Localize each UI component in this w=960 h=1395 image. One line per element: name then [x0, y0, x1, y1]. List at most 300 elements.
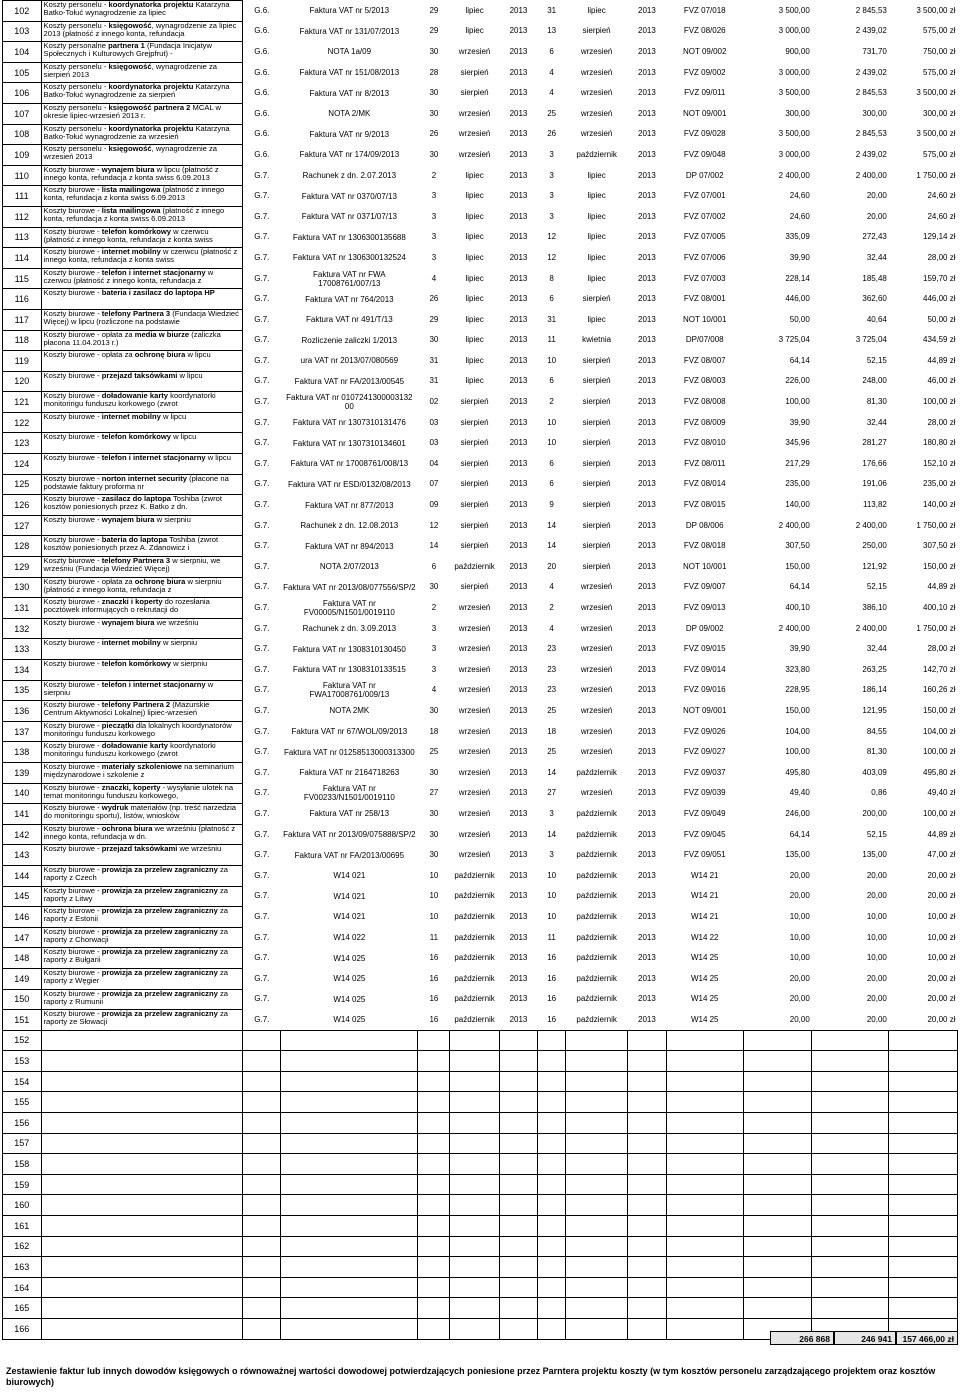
cell-v2: 32,44	[866, 644, 887, 654]
row-description: Koszty biurowe - telefony Partnera 2 (Mazurskie Centrum Aktywności Lokalnej) lipiec-wrzesień	[41, 701, 242, 722]
cell-d1: 25	[429, 747, 439, 757]
cell-doc: Faktura VAT nr 9/2013	[309, 129, 390, 139]
cell-v2: 2 400,00	[855, 520, 887, 530]
cell-m2: wrzesień	[580, 664, 613, 674]
empty-cell	[499, 1092, 538, 1113]
cell-m2: październik	[576, 767, 617, 777]
cell-m1: wrzesień	[458, 149, 491, 159]
cell-v3: 142,70 zł	[923, 664, 956, 674]
row-number: 143	[3, 845, 42, 866]
cell-cat: G.7.	[254, 788, 270, 798]
row-description: Koszty biurowe - prowizja za przelew zagraniczny za raporty z Litwy	[41, 886, 242, 907]
cell-v3: 104,00 zł	[923, 726, 956, 736]
cell-d2: 14	[547, 520, 557, 530]
empty-cell	[538, 1154, 566, 1175]
cell-d1: 4	[431, 273, 437, 283]
cell-d1: 10	[429, 911, 439, 921]
cell-doc: NOTA 2/MK	[328, 109, 371, 119]
cell-cat: G.7.	[254, 911, 270, 921]
cell-d1: 29	[429, 5, 439, 15]
cell-y1: 2013	[509, 520, 528, 530]
row-number: 112	[3, 206, 42, 227]
row-number: 127	[3, 515, 42, 536]
row-number: 102	[3, 1, 42, 22]
cell-y2: 2013	[638, 26, 656, 36]
cell-m2: wrzesień	[580, 685, 613, 695]
empty-cell	[628, 1257, 667, 1278]
cell-doc: NOTA 1a/09	[327, 47, 372, 57]
row-number: 119	[3, 351, 42, 372]
cell-doc: Faktura VAT nr 1308310130450	[292, 644, 406, 654]
cell-d2: 2	[549, 603, 554, 613]
row-number: 141	[3, 804, 42, 825]
empty-cell	[743, 1030, 812, 1051]
cell-doc: Faktura VAT nr FWA17008761/009/13	[309, 681, 390, 700]
row-number: 155	[3, 1092, 42, 1113]
cell-v3: 47,00 zł	[927, 850, 956, 860]
cell-ref: FVZ 09/007	[683, 582, 726, 592]
empty-cell	[418, 1195, 450, 1216]
table-row	[3, 309, 958, 330]
empty-row	[3, 1071, 958, 1092]
cell-doc: W14 025	[333, 974, 366, 984]
row-description: Koszty biurowe - wynajem biura w lipcu (płatność z innego konta, refundacja z konta swiss 6.09.2013	[41, 165, 242, 186]
cell-v2: 113,82	[862, 500, 887, 510]
cell-y2: 2013	[638, 788, 656, 798]
table-row	[3, 721, 958, 742]
cell-m1: sierpień	[460, 88, 489, 98]
cell-ref: NOT 10/001	[683, 314, 727, 324]
row-description: Koszty personelu - księgowość, wynagrodzenie za sierpień 2013	[41, 62, 242, 83]
table-row	[3, 433, 958, 454]
empty-cell	[812, 1133, 889, 1154]
cell-y2: 2013	[638, 603, 656, 613]
cell-doc: Rachunek z dn. 12.08.2013	[300, 521, 399, 531]
empty-cell	[566, 1298, 628, 1319]
empty-row	[3, 1216, 958, 1237]
cell-v1: 345,96	[785, 438, 810, 448]
cell-m1: wrzesień	[458, 644, 491, 654]
cell-doc: Faktura VAT nr 0107241300003132​00	[286, 393, 413, 412]
empty-cell	[418, 1277, 450, 1298]
empty-cell	[889, 1051, 958, 1072]
cell-v3: 235,00 zł	[923, 479, 956, 489]
cell-v1: 307,50	[785, 541, 810, 551]
cell-y1: 2013	[509, 582, 528, 592]
cell-cat: G.7.	[254, 500, 270, 510]
cell-y2: 2013	[638, 1014, 656, 1024]
cell-d2: 31	[547, 5, 557, 15]
cell-d2: 20	[547, 561, 557, 571]
cell-d1: 07	[429, 479, 439, 489]
cell-d1: 09	[429, 500, 439, 510]
cell-m2: październik	[576, 994, 617, 1004]
cell-v2: 200,00	[862, 808, 887, 818]
cell-m2: wrzesień	[580, 644, 613, 654]
row-description: Koszty personelu - księgowość partnera 2 MCAL w okresie lipiec-wrzesień 2013 r.	[41, 103, 242, 124]
cell-v3: 150,00 zł	[923, 561, 956, 571]
cell-y2: 2013	[638, 850, 656, 860]
empty-cell	[889, 1071, 958, 1092]
empty-cell	[281, 1092, 418, 1113]
empty-row	[3, 1113, 958, 1134]
empty-cell	[499, 1277, 538, 1298]
cell-v3: 100,00 zł	[923, 808, 956, 818]
cell-m2: wrzesień	[580, 108, 613, 118]
empty-cell	[499, 1236, 538, 1257]
row-description: Koszty biurowe - przejazd taksówkami we wrześniu	[41, 845, 242, 866]
cell-d2: 3	[549, 850, 554, 860]
empty-cell	[666, 1216, 743, 1237]
empty-cell	[812, 1257, 889, 1278]
row-description	[41, 1195, 242, 1216]
cell-v3: 100,00 zł	[923, 397, 956, 407]
cell-d1: 30	[429, 808, 439, 818]
empty-cell	[281, 1030, 418, 1051]
cell-v1: 100,00	[785, 747, 810, 757]
cell-v1: 3 500,00	[778, 129, 810, 139]
table-row	[3, 1, 958, 22]
cell-d2: 6	[549, 46, 554, 56]
row-description	[41, 1092, 242, 1113]
row-description	[41, 1174, 242, 1195]
row-number: 117	[3, 309, 42, 330]
table-row	[3, 392, 958, 413]
cell-y2: 2013	[638, 211, 656, 221]
cell-d2: 12	[547, 232, 557, 242]
row-number: 109	[3, 145, 42, 166]
cell-d1: 14	[429, 541, 439, 551]
cell-m1: sierpień	[460, 541, 489, 551]
cell-ref: DP 08/006	[685, 520, 724, 530]
cell-m1: październik	[454, 1014, 495, 1024]
cell-doc: W14 021	[333, 912, 366, 922]
cell-y2: 2013	[638, 808, 656, 818]
empty-cell	[450, 1092, 499, 1113]
cell-v1: 20,00	[789, 870, 810, 880]
cell-d1: 28	[429, 67, 439, 77]
cell-ref: W14 25	[690, 994, 719, 1004]
empty-cell	[242, 1071, 281, 1092]
table-row	[3, 124, 958, 145]
cell-v3: 160,26 zł	[923, 685, 956, 695]
cell-cat: G.7.	[254, 417, 270, 427]
empty-cell	[450, 1236, 499, 1257]
row-number: 151	[3, 1010, 42, 1031]
empty-cell	[812, 1113, 889, 1134]
cell-d1: 2	[431, 170, 437, 180]
cell-m2: lipiec	[587, 5, 606, 15]
cell-v2: 32,44	[866, 252, 887, 262]
cell-m1: wrzesień	[458, 788, 491, 798]
cell-v1: 228,14	[785, 273, 810, 283]
cell-d1: 30	[429, 850, 439, 860]
cell-v3: 1 750,00 zł	[916, 623, 956, 633]
empty-cell	[628, 1216, 667, 1237]
cell-ref: FVZ 09/028	[683, 129, 726, 139]
cell-d1: 30	[429, 767, 439, 777]
cell-d2: 16	[547, 973, 557, 983]
empty-cell	[628, 1174, 667, 1195]
empty-cell	[538, 1277, 566, 1298]
cell-v1: 49,40	[789, 788, 810, 798]
cell-v2: 0,86	[871, 788, 887, 798]
empty-cell	[418, 1030, 450, 1051]
table-row	[3, 639, 958, 660]
cell-m2: wrzesień	[580, 46, 613, 56]
cell-cat: G.7.	[254, 314, 270, 324]
cell-ref: FVZ 08/026	[683, 26, 726, 36]
row-description	[41, 1277, 242, 1298]
row-description	[41, 1133, 242, 1154]
row-description: Koszty biurowe - telefon komórkowy w sierpniu	[41, 660, 242, 681]
row-number: 111	[3, 186, 42, 207]
cell-v1: 64,14	[789, 829, 810, 839]
cell-doc: Faktura VAT nr 1307310134601	[292, 438, 406, 448]
cell-d1: 03	[429, 438, 439, 448]
empty-cell	[743, 1298, 812, 1319]
footer-note: Zestawienie faktur lub innych dowodów księgowych o równoważnej wartości dowodowej potwierdzających poniesione przez Parntera projektu koszty (w tym kosztów personelu zarządzającego projektem oraz kosztów biurowych)	[6, 1366, 936, 1387]
cell-cat: G.7.	[254, 479, 270, 489]
cell-v2: 2 400,00	[855, 170, 887, 180]
empty-cell	[538, 1030, 566, 1051]
cell-d1: 6	[431, 561, 437, 571]
cell-ref: FVZ 08/007	[683, 355, 726, 365]
cell-ref: W14 25	[690, 953, 719, 963]
cell-v1: 323,80	[785, 664, 810, 674]
cell-v2: 248,00	[862, 376, 887, 386]
empty-cell	[666, 1195, 743, 1216]
cell-y2: 2013	[638, 252, 656, 262]
empty-cell	[281, 1257, 418, 1278]
cell-d1: 30	[429, 705, 439, 715]
row-description	[41, 1113, 242, 1134]
cell-y1: 2013	[509, 541, 528, 551]
cell-ref: DP 07/002	[685, 170, 724, 180]
cell-y2: 2013	[638, 520, 656, 530]
cell-d1: 16	[429, 994, 439, 1004]
cell-v1: 3 725,04	[778, 335, 810, 345]
cell-y1: 2013	[509, 67, 528, 77]
empty-cell	[889, 1236, 958, 1257]
cell-y2: 2013	[638, 355, 656, 365]
empty-cell	[418, 1154, 450, 1175]
cell-m2: lipiec	[587, 170, 606, 180]
empty-cell	[812, 1195, 889, 1216]
row-description: Koszty biurowe - prowizja za przelew zagraniczny za raporty z Węgier	[41, 968, 242, 989]
cell-m1: wrzesień	[458, 726, 491, 736]
row-description: Koszty biurowe - opłata za media w biurze (zaliczka płacona 11.04.2013 r.)	[41, 330, 242, 351]
cell-y1: 2013	[509, 314, 528, 324]
empty-cell	[281, 1174, 418, 1195]
row-description: Koszty biurowe - prowizja za przelew zagraniczny za raporty z Czech	[41, 865, 242, 886]
cell-y1: 2013	[509, 664, 528, 674]
cell-m2: lipiec	[587, 211, 606, 221]
empty-cell	[812, 1030, 889, 1051]
empty-cell	[889, 1113, 958, 1134]
row-number: 147	[3, 927, 42, 948]
cell-m2: październik	[576, 891, 617, 901]
cell-ref: FVZ 08/018	[683, 541, 726, 551]
empty-cell	[889, 1277, 958, 1298]
cell-v2: 121,92	[862, 561, 887, 571]
cell-v3: 100,00 zł	[923, 747, 956, 757]
cell-cat: G.7.	[254, 994, 270, 1004]
cell-ref: W14 21	[690, 891, 719, 901]
empty-cell	[450, 1257, 499, 1278]
cell-m2: kwietnia	[582, 335, 612, 345]
cell-y2: 2013	[638, 829, 656, 839]
empty-cell	[889, 1257, 958, 1278]
empty-cell	[566, 1174, 628, 1195]
cell-ref: W14 25	[690, 1014, 719, 1024]
cell-d1: 31	[429, 376, 439, 386]
row-number: 157	[3, 1133, 42, 1154]
cell-m2: październik	[576, 932, 617, 942]
table-row	[3, 783, 958, 804]
cell-d1: 16	[429, 973, 439, 983]
empty-cell	[281, 1071, 418, 1092]
cell-m2: wrzesień	[580, 582, 613, 592]
empty-cell	[538, 1071, 566, 1092]
row-number: 144	[3, 865, 42, 886]
cell-doc: Faktura VAT nr 17008761/008/13	[290, 459, 409, 469]
cell-doc: W14 025	[333, 994, 366, 1004]
cell-y2: 2013	[638, 891, 656, 901]
empty-cell	[450, 1051, 499, 1072]
cell-d2: 3	[549, 191, 554, 201]
cell-y2: 2013	[638, 747, 656, 757]
cell-v3: 28,00 zł	[927, 252, 956, 262]
empty-cell	[538, 1174, 566, 1195]
cell-v3: 44,89 zł	[927, 829, 956, 839]
cell-v2: 40,64	[866, 314, 887, 324]
empty-cell	[242, 1051, 281, 1072]
cell-m1: sierpień	[460, 417, 489, 427]
empty-cell	[450, 1298, 499, 1319]
cell-d1: 27	[429, 788, 439, 798]
row-number: 137	[3, 721, 42, 742]
empty-cell	[499, 1133, 538, 1154]
cell-v3: 28,00 zł	[927, 417, 956, 427]
cell-cat: G.7.	[254, 1014, 270, 1024]
cell-m1: lipiec	[465, 376, 484, 386]
cell-d2: 10	[547, 355, 557, 365]
cell-y1: 2013	[509, 705, 528, 715]
empty-cell	[889, 1030, 958, 1051]
cell-d2: 31	[547, 314, 557, 324]
empty-row	[3, 1298, 958, 1319]
cell-ref: FVZ 08/003	[683, 376, 726, 386]
empty-cell	[628, 1113, 667, 1134]
cell-v1: 150,00	[785, 705, 810, 715]
cell-y2: 2013	[638, 911, 656, 921]
cell-ref: FVZ 07/002	[683, 211, 726, 221]
row-number: 134	[3, 660, 42, 681]
cell-v2: 20,00	[866, 891, 887, 901]
row-number: 149	[3, 968, 42, 989]
table-row	[3, 227, 958, 248]
cell-doc: Faktura VAT nr 877/2013	[305, 500, 394, 510]
cell-v1: 300,00	[785, 108, 810, 118]
empty-row	[3, 1257, 958, 1278]
empty-cell	[418, 1092, 450, 1113]
table-row	[3, 351, 958, 372]
empty-cell	[281, 1195, 418, 1216]
empty-cell	[418, 1298, 450, 1319]
cell-m2: październik	[576, 829, 617, 839]
cell-y1: 2013	[509, 397, 528, 407]
cell-v1: 100,00	[785, 397, 810, 407]
cell-d2: 6	[549, 376, 554, 386]
cell-m1: wrzesień	[458, 808, 491, 818]
cell-d1: 29	[429, 314, 439, 324]
row-number: 139	[3, 762, 42, 783]
cell-cat: G.6.	[254, 67, 270, 77]
empty-cell	[450, 1277, 499, 1298]
empty-cell	[743, 1154, 812, 1175]
empty-cell	[538, 1257, 566, 1278]
cell-cat: G.7.	[254, 232, 270, 242]
empty-cell	[242, 1154, 281, 1175]
row-number: 124	[3, 454, 42, 475]
cell-d2: 10	[547, 891, 557, 901]
cell-d2: 3	[549, 149, 554, 159]
cell-y1: 2013	[509, 335, 528, 345]
cell-d1: 3	[431, 623, 437, 633]
cell-cat: G.7.	[254, 685, 270, 695]
empty-cell	[566, 1216, 628, 1237]
cell-v1: 20,00	[789, 994, 810, 1004]
table-row	[3, 1010, 958, 1031]
empty-cell	[538, 1298, 566, 1319]
cell-v2: 2 439,02	[855, 67, 887, 77]
row-number: 120	[3, 371, 42, 392]
cell-m2: październik	[576, 1014, 617, 1024]
row-description: Koszty biurowe - doładowanie karty koordynatorki monitoringu funduszu korkowego (zwrot	[41, 392, 242, 413]
empty-cell	[743, 1236, 812, 1257]
row-number: 107	[3, 103, 42, 124]
row-description: Koszty biurowe - pieczątki dla lokalnych koordynatorów monitoringu funduszu korkowego	[41, 721, 242, 742]
cell-doc: Faktura VAT nr 2013/08/077556/SP/2	[283, 582, 416, 592]
cell-d1: 26	[429, 129, 439, 139]
cell-v3: 129,14 zł	[923, 232, 956, 242]
cell-cat: G.7.	[254, 458, 270, 468]
cell-v1: 2 400,00	[778, 623, 810, 633]
cell-v1: 226,00	[785, 376, 810, 386]
cell-m2: wrzesień	[580, 623, 613, 633]
empty-cell	[281, 1216, 418, 1237]
cell-m1: wrzesień	[458, 850, 491, 860]
cell-ref: FVZ 09/011	[684, 88, 726, 98]
cell-d1: 3	[431, 232, 437, 242]
empty-cell	[566, 1133, 628, 1154]
cell-m2: sierpień	[582, 294, 611, 304]
cell-v2: 2 845,53	[855, 5, 887, 15]
cell-m2: lipiec	[587, 252, 606, 262]
cell-doc: Faktura VAT nr 1306300132524	[292, 253, 406, 263]
empty-cell	[499, 1113, 538, 1134]
row-description: Koszty biurowe - wynajem biura we wrześniu	[41, 618, 242, 639]
empty-cell	[666, 1051, 743, 1072]
cell-d1: 12	[429, 520, 439, 530]
cell-cat: G.7.	[254, 582, 270, 592]
cell-d1: 30	[429, 88, 439, 98]
empty-cell	[281, 1277, 418, 1298]
row-description: Koszty biurowe - opłata za ochronę biura w lipcu	[41, 351, 242, 372]
row-number: 116	[3, 289, 42, 310]
cell-m2: październik	[576, 850, 617, 860]
